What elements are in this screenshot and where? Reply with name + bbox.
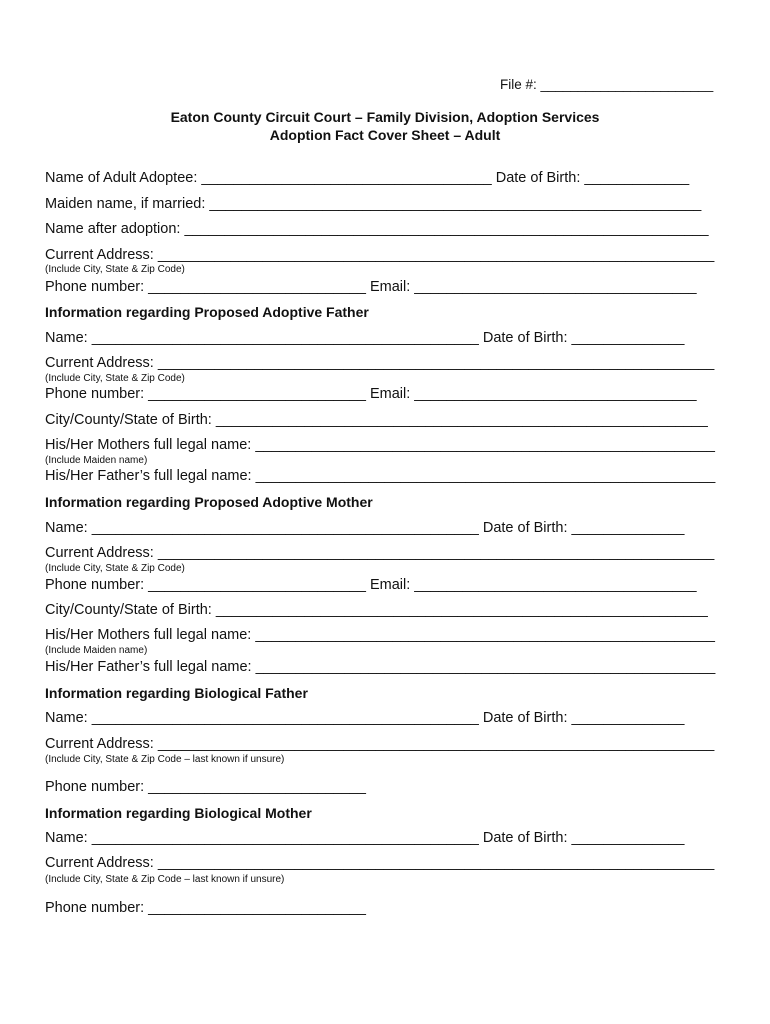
adoptee-address-field[interactable]: Current Address: _____________________________________________________________________ [45,247,715,263]
adoptive-mother-heading: Information regarding Proposed Adoptive Mother [45,494,373,510]
file-number-field[interactable]: File #: _______________________ [500,77,714,92]
document-title: Eaton County Circuit Court – Family Division, Adoption Services [170,109,600,125]
adoptive-father-maiden-note: (Include Maiden name) [45,455,148,466]
name-after-adoption-field[interactable]: Name after adoption: _________________________________________________________________ [45,221,709,237]
biological-father-name-dob-field[interactable]: Name: ________________________________________________ Date of Birth: ______________ [45,710,685,726]
adoptive-father-mother-name-field[interactable]: His/Her Mothers full legal name: _________________________________________________________ [45,437,715,453]
adoptive-father-name-dob-field[interactable]: Name: ________________________________________________ Date of Birth: ______________ [45,330,685,346]
adoptive-father-birthplace-field[interactable]: City/County/State of Birth: _____________________________________________________________ [45,412,708,428]
adoptive-mother-address-field[interactable]: Current Address: _____________________________________________________________________ [45,545,715,561]
adoptive-father-father-name-field[interactable]: His/Her Father’s full legal name: _________________________________________________________ [45,468,716,484]
biological-mother-address-note: (Include City, State & Zip Code – last known if unsure) [45,874,285,885]
adoptive-mother-phone-email-field[interactable]: Phone number: ___________________________ Email: ___________________________________ [45,577,697,593]
biological-father-phone-field[interactable]: Phone number: ___________________________ [45,779,366,795]
biological-mother-address-field[interactable]: Current Address: _____________________________________________________________________ [45,855,715,871]
adoptive-mother-birthplace-field[interactable]: City/County/State of Birth: _____________________________________________________________ [45,602,708,618]
adoptive-father-heading: Information regarding Proposed Adoptive Father [45,304,369,320]
document-subtitle: Adoption Fact Cover Sheet – Adult [269,127,501,143]
adoptive-mother-address-note: (Include City, State & Zip Code) [45,563,185,574]
adoptive-father-address-note: (Include City, State & Zip Code) [45,373,185,384]
biological-mother-heading: Information regarding Biological Mother [45,805,312,821]
adoptee-phone-email-field[interactable]: Phone number: ___________________________ Email: ___________________________________ [45,279,697,295]
biological-mother-name-dob-field[interactable]: Name: ________________________________________________ Date of Birth: ______________ [45,830,685,846]
adoptive-father-phone-email-field[interactable]: Phone number: ___________________________ Email: ___________________________________ [45,386,697,402]
adoptive-mother-mother-name-field[interactable]: His/Her Mothers full legal name: _________________________________________________________ [45,627,715,643]
adoptive-mother-father-name-field[interactable]: His/Her Father’s full legal name: _________________________________________________________ [45,659,716,675]
biological-father-address-note: (Include City, State & Zip Code – last known if unsure) [45,754,285,765]
adoptive-father-address-field[interactable]: Current Address: _____________________________________________________________________ [45,355,715,371]
biological-mother-phone-field[interactable]: Phone number: ___________________________ [45,900,366,916]
adoptee-name-dob-field[interactable]: Name of Adult Adoptee: ____________________________________ Date of Birth: _____________ [45,170,690,186]
biological-father-address-field[interactable]: Current Address: _____________________________________________________________________ [45,736,715,752]
biological-father-heading: Information regarding Biological Father [45,685,308,701]
adoptive-mother-maiden-note: (Include Maiden name) [45,645,148,656]
adoptive-mother-name-dob-field[interactable]: Name: ________________________________________________ Date of Birth: ______________ [45,520,685,536]
adoptee-address-note: (Include City, State & Zip Code) [45,264,185,275]
maiden-name-field[interactable]: Maiden name, if married: _____________________________________________________________ [45,196,702,212]
